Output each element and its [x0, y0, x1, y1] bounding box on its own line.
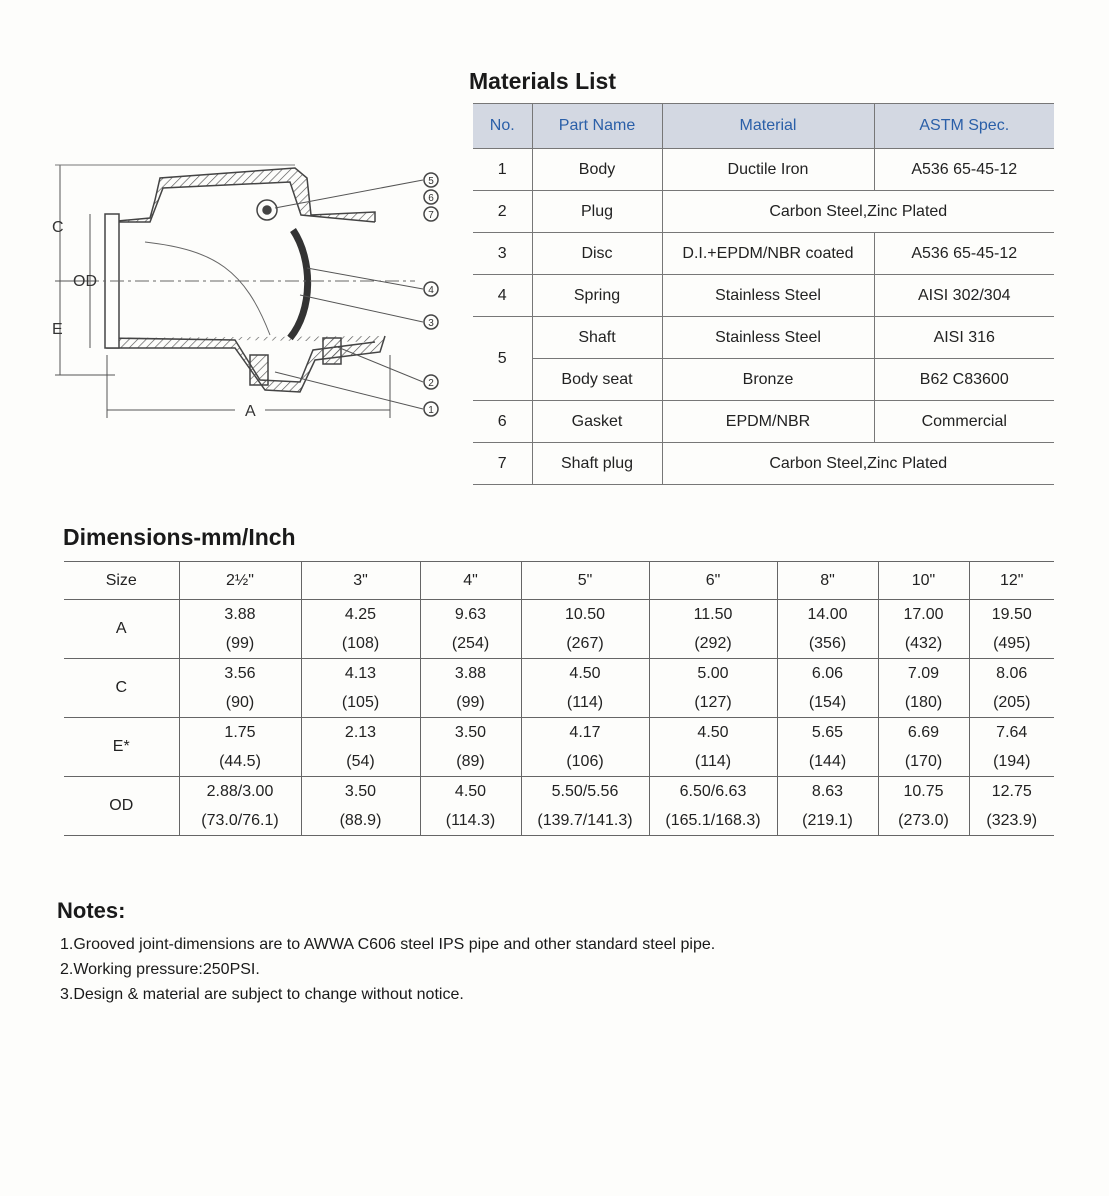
cell-spec: AISI 302/304	[874, 275, 1054, 317]
cell-material: Stainless Steel	[662, 275, 874, 317]
inch-value: 3.88	[179, 600, 301, 630]
note-item: 3.Design & material are subject to change without notice.	[60, 986, 464, 1003]
dimension-label: A	[64, 600, 179, 659]
cell-part: Shaft	[532, 317, 662, 359]
mm-value: (89)	[420, 747, 521, 777]
size-header: 3"	[301, 562, 420, 600]
inch-value: 10.50	[521, 600, 649, 630]
dim-label-c: C	[52, 219, 64, 236]
table-row	[473, 149, 1054, 191]
header-no: No.	[473, 104, 532, 149]
mm-value: (114)	[649, 747, 777, 777]
mm-value: (273.0)	[878, 806, 969, 836]
cell-no: 6	[473, 401, 532, 443]
inch-value: 3.56	[179, 659, 301, 689]
cell-no: 2	[473, 191, 532, 233]
callout-1: 1	[428, 405, 434, 416]
table-row	[473, 191, 1054, 233]
callout-5: 5	[428, 176, 434, 187]
mm-value: (194)	[969, 747, 1054, 777]
table-row	[64, 600, 1054, 630]
inch-value: 6.69	[878, 718, 969, 748]
inch-value: 10.75	[878, 777, 969, 807]
mm-value: (90)	[179, 688, 301, 718]
table-row	[473, 317, 1054, 359]
mm-value: (73.0/76.1)	[179, 806, 301, 836]
mm-value: (127)	[649, 688, 777, 718]
mm-value: (44.5)	[179, 747, 301, 777]
inch-value: 14.00	[777, 600, 878, 630]
inch-value: 4.50	[521, 659, 649, 689]
table-row	[64, 747, 1054, 777]
dimension-label: E*	[64, 718, 179, 777]
cell-no: 7	[473, 443, 532, 485]
inch-value: 2.13	[301, 718, 420, 748]
dimension-label: C	[64, 659, 179, 718]
materials-header-row	[473, 104, 1054, 149]
mm-value: (254)	[420, 629, 521, 659]
size-header: 4"	[420, 562, 521, 600]
inch-value: 19.50	[969, 600, 1054, 630]
mm-value: (114)	[521, 688, 649, 718]
header-material: Material	[662, 104, 874, 149]
table-row	[64, 688, 1054, 718]
cell-part: Plug	[532, 191, 662, 233]
table-row	[64, 777, 1054, 807]
mm-value: (170)	[878, 747, 969, 777]
materials-table	[473, 103, 1054, 485]
cell-part: Gasket	[532, 401, 662, 443]
table-row	[473, 275, 1054, 317]
dimensions-header-row	[64, 562, 1054, 600]
inch-value: 7.64	[969, 718, 1054, 748]
inch-value: 5.65	[777, 718, 878, 748]
mm-value: (356)	[777, 629, 878, 659]
inch-value: 9.63	[420, 600, 521, 630]
cell-part: Disc	[532, 233, 662, 275]
cell-material: Bronze	[662, 359, 874, 401]
mm-value: (105)	[301, 688, 420, 718]
inch-value: 6.06	[777, 659, 878, 689]
mm-value: (165.1/168.3)	[649, 806, 777, 836]
dim-label-a: A	[245, 403, 256, 420]
inch-value: 2.88/3.00	[179, 777, 301, 807]
dimension-label: OD	[64, 777, 179, 836]
mm-value: (108)	[301, 629, 420, 659]
table-row	[473, 443, 1054, 485]
mm-value: (267)	[521, 629, 649, 659]
mm-value: (495)	[969, 629, 1054, 659]
cell-no: 5	[473, 317, 532, 401]
size-header: 10"	[878, 562, 969, 600]
table-row	[64, 718, 1054, 748]
inch-value: 3.50	[301, 777, 420, 807]
cell-no: 3	[473, 233, 532, 275]
mm-value: (432)	[878, 629, 969, 659]
table-row	[473, 359, 1054, 401]
notes-title: Notes:	[57, 898, 126, 923]
cell-material: EPDM/NBR	[662, 401, 874, 443]
inch-value: 4.17	[521, 718, 649, 748]
callout-3: 3	[428, 318, 434, 329]
mm-value: (106)	[521, 747, 649, 777]
cell-part: Spring	[532, 275, 662, 317]
mm-value: (139.7/141.3)	[521, 806, 649, 836]
size-header: 5"	[521, 562, 649, 600]
callout-4: 4	[428, 285, 434, 296]
cell-spec: Commercial	[874, 401, 1054, 443]
cell-no: 1	[473, 149, 532, 191]
inch-value: 4.25	[301, 600, 420, 630]
table-row	[64, 659, 1054, 689]
inch-value: 4.50	[420, 777, 521, 807]
table-row	[473, 233, 1054, 275]
cell-spec: B62 C83600	[874, 359, 1054, 401]
inch-value: 7.09	[878, 659, 969, 689]
mm-value: (99)	[179, 629, 301, 659]
cell-spec: AISI 316	[874, 317, 1054, 359]
callout-2: 2	[428, 378, 434, 389]
inch-value: 5.00	[649, 659, 777, 689]
size-header: 2½"	[179, 562, 301, 600]
note-item: 2.Working pressure:250PSI.	[60, 961, 260, 978]
mm-value: (54)	[301, 747, 420, 777]
table-row	[64, 629, 1054, 659]
dimensions-title: Dimensions-mm/Inch	[63, 524, 296, 550]
cell-material-spec: Carbon Steel,Zinc Plated	[662, 443, 1054, 485]
cell-material-spec: Carbon Steel,Zinc Plated	[662, 191, 1054, 233]
size-label: Size	[64, 562, 179, 600]
dim-label-e: E	[52, 321, 63, 338]
dimensions-table	[64, 561, 1054, 836]
mm-value: (154)	[777, 688, 878, 718]
inch-value: 11.50	[649, 600, 777, 630]
size-header: 8"	[777, 562, 878, 600]
mm-value: (88.9)	[301, 806, 420, 836]
inch-value: 3.88	[420, 659, 521, 689]
header-astm-spec: ASTM Spec.	[874, 104, 1054, 149]
mm-value: (99)	[420, 688, 521, 718]
cell-no: 4	[473, 275, 532, 317]
inch-value: 8.63	[777, 777, 878, 807]
callout-7: 7	[428, 210, 434, 221]
inch-value: 12.75	[969, 777, 1054, 807]
size-header: 6"	[649, 562, 777, 600]
cell-part: Shaft plug	[532, 443, 662, 485]
size-header: 12"	[969, 562, 1054, 600]
inch-value: 8.06	[969, 659, 1054, 689]
cell-part: Body seat	[532, 359, 662, 401]
mm-value: (144)	[777, 747, 878, 777]
cell-material: D.I.+EPDM/NBR coated	[662, 233, 874, 275]
mm-value: (292)	[649, 629, 777, 659]
mm-value: (180)	[878, 688, 969, 718]
mm-value: (114.3)	[420, 806, 521, 836]
cell-material: Stainless Steel	[662, 317, 874, 359]
inch-value: 1.75	[179, 718, 301, 748]
inch-value: 17.00	[878, 600, 969, 630]
mm-value: (219.1)	[777, 806, 878, 836]
inch-value: 6.50/6.63	[649, 777, 777, 807]
note-item: 1.Grooved joint-dimensions are to AWWA C606 steel IPS pipe and other standard steel pipe.	[60, 936, 716, 953]
cell-spec: A536 65-45-12	[874, 149, 1054, 191]
mm-value: (323.9)	[969, 806, 1054, 836]
cell-part: Body	[532, 149, 662, 191]
inch-value: 3.50	[420, 718, 521, 748]
materials-list-title: Materials List	[469, 68, 616, 94]
inch-value: 5.50/5.56	[521, 777, 649, 807]
dim-label-od: OD	[73, 273, 97, 290]
table-row	[473, 401, 1054, 443]
header-part-name: Part Name	[532, 104, 662, 149]
cell-spec: A536 65-45-12	[874, 233, 1054, 275]
table-row	[64, 806, 1054, 836]
mm-value: (205)	[969, 688, 1054, 718]
callout-6: 6	[428, 193, 434, 204]
inch-value: 4.13	[301, 659, 420, 689]
cell-material: Ductile Iron	[662, 149, 874, 191]
valve-cross-section-drawing	[45, 160, 445, 430]
inch-value: 4.50	[649, 718, 777, 748]
